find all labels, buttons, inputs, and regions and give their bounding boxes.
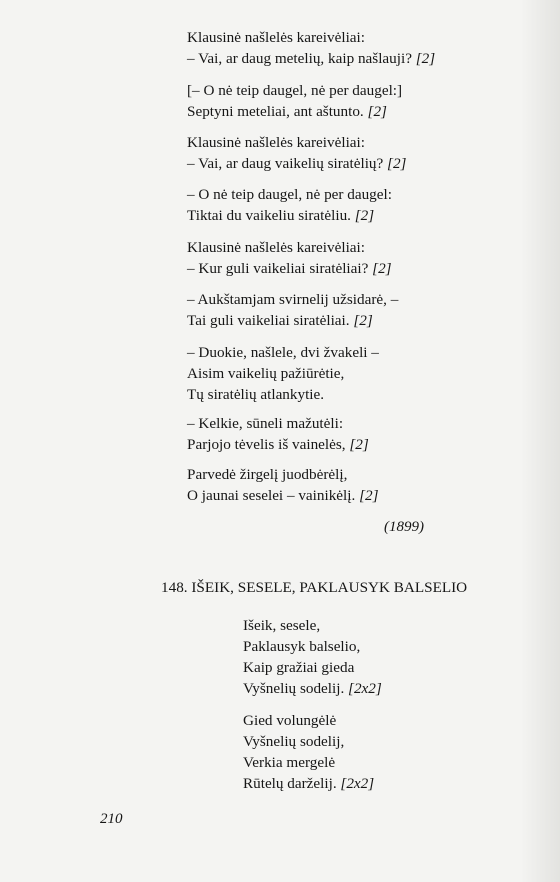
- stanza: [187, 132, 406, 174]
- verse-line: Tai guli vaikeliai siratėliai. [2]: [187, 312, 373, 329]
- stanza: [187, 289, 398, 331]
- song-title: 148. IŠEIK, SESELE, PAKLAUSYK BALSELIO: [161, 579, 468, 596]
- repeat-mark: [2]: [372, 260, 392, 277]
- repeat-mark: [2]: [359, 487, 379, 504]
- verse-line: Klausinė našlelės kareivėliai:: [187, 29, 365, 46]
- verse-line: Aisim vaikelių pažiūrėtie,: [187, 365, 345, 382]
- stanza: [187, 413, 369, 455]
- verse-line: – Aukštamjam svirnelij užsidarė, –: [187, 291, 399, 308]
- stanza: [187, 237, 392, 279]
- repeat-mark: [2]: [387, 155, 407, 172]
- verse-line: Tų siratėlių atlankytie.: [187, 386, 325, 403]
- verse-line: Vyšnelių sodelij,: [243, 733, 345, 750]
- verse-line: Tiktai du vaikeliu siratėliu. [2]: [187, 207, 375, 224]
- verse-line: – Kelkie, sūneli mažutėli:: [187, 415, 344, 432]
- verse-line: – Vai, ar daug vaikelių siratėlių? [2]: [187, 155, 407, 172]
- verse-line: Klausinė našlelės kareivėliai:: [187, 134, 365, 151]
- verse-line: Verkia mergelė: [243, 754, 336, 771]
- verse-line: – Duokie, našlele, dvi žvakeli –: [187, 344, 379, 361]
- verse-line: Klausinė našlelės kareivėliai:: [187, 239, 365, 256]
- repeat-mark: [2]: [353, 312, 373, 329]
- repeat-mark: [2]: [354, 207, 375, 224]
- stanza: [187, 184, 392, 226]
- repeat-mark: [2]: [415, 50, 436, 67]
- repeat-mark: [2x2]: [348, 680, 382, 697]
- stanza: [187, 80, 402, 122]
- verse-line: [– O nė teip daugel, nė per daugel:]: [187, 82, 403, 99]
- stanza: [243, 710, 374, 794]
- verse-line: Parvedė žirgelį juodbėrėlį,: [187, 466, 348, 483]
- repeat-mark: [2x2]: [340, 775, 375, 792]
- repeat-mark: [2]: [367, 103, 387, 120]
- repeat-mark: [2]: [349, 436, 369, 453]
- page-edge-shadow: [520, 0, 560, 882]
- stanza: [187, 342, 379, 405]
- stanza: [187, 464, 379, 506]
- verse-line: Vyšnelių sodelij. [2x2]: [243, 680, 382, 697]
- verse-line: Paklausyk balselio,: [243, 638, 361, 655]
- page-number: 210: [100, 811, 123, 827]
- verse-line: – Vai, ar daug metelių, kaip našlauji? [2]: [187, 50, 436, 67]
- verse-line: Kaip gražiai gieda: [243, 659, 355, 676]
- verse-line: Septyni meteliai, ant aštunto. [2]: [187, 103, 387, 120]
- verse-line: – Kur guli vaikeliai siratėliai? [2]: [187, 260, 392, 277]
- verse-line: Išeik, sesele,: [243, 617, 321, 634]
- stanza: [243, 615, 382, 699]
- verse-line: O jaunai seselei – vainikėlį. [2]: [187, 487, 379, 504]
- verse-line: Parjojo tėvelis iš vainelės, [2]: [187, 436, 369, 453]
- verse-line: – O nė teip daugel, nė per daugel:: [187, 186, 392, 203]
- stanza: [187, 27, 435, 69]
- verse-line: Gied volungėlė: [243, 712, 337, 729]
- verse-line: Rūtelų darželij. [2x2]: [243, 775, 375, 792]
- year-note: (1899): [384, 519, 424, 535]
